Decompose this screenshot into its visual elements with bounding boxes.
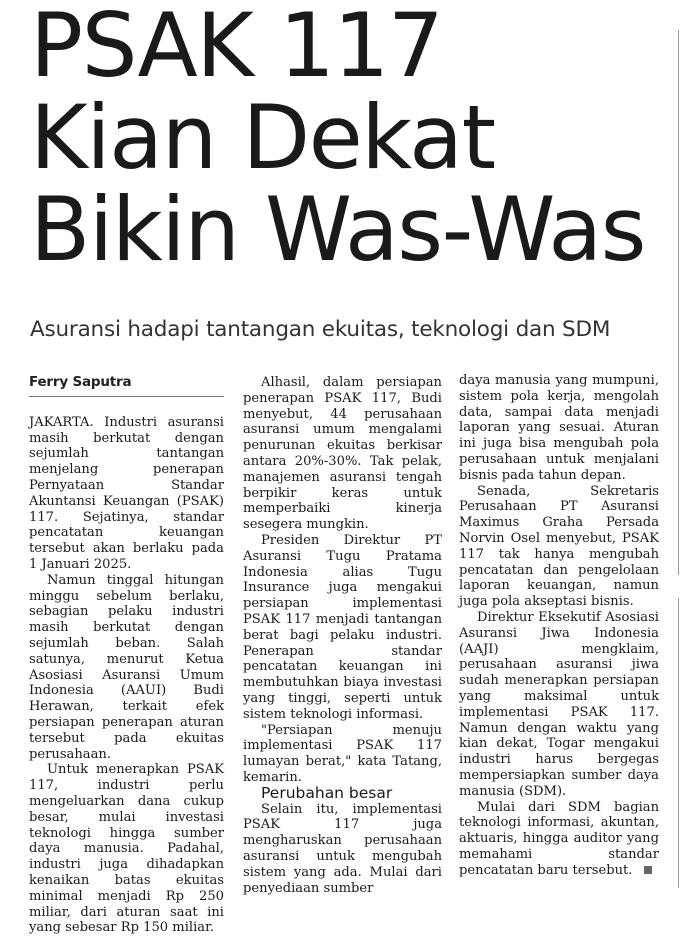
paragraph: Presiden Direktur PT Asuransi Tugu Pratama Indonesia alias Tugu Insurance juga mengakui persiapan implementasi PSAK 117 menjadi tantangan berat bagi pelaku industri. Penerapan standar pencatatan keuangan ini membutuhkan biaya investasi yang tinggi, seperti untuk sistem teknologi informasi. <box>243 532 442 722</box>
paragraph: Senada, Sekretaris Perusahaan PT Asuransi Maximus Graha Persada Norvin Osel menyebut, PSAK 117 tak hanya mengubah pencatatan dan pengelolaan laporan keuangan, namun juga pola akseptasi bisnis. <box>459 483 659 610</box>
headline-line-2: Kian Dekat <box>30 86 495 189</box>
column-3 <box>459 373 659 879</box>
paragraph: Selain itu, implementasi PSAK 117 juga mengharuskan perusahaan asuransi untuk mengubah sistem yang ada. Mulai dari penyediaan sumber <box>243 801 442 896</box>
paragraph: daya manusia yang mumpuni, sistem pola kerja, mengolah data, sampai data menjadi laporan yang sesuai. Aturan ini juga bisa mengubah pola perusahaan untuk menjalani bisnis pada tahun depan. <box>459 373 659 483</box>
subheadline: Asuransi hadapi tantangan ekuitas, teknologi dan SDM <box>30 317 611 342</box>
paragraph: Namun tinggal hitungan minggu sebelum berlaku, sebagian pelaku industri masih berkutat dengan sejumlah beban. Salah satunya, menurut Ketua Asosiasi Asuransi Umum Indonesia (AAUI) Budi Herawan, terkait efek persiapan penerapan aturan tersebut pada ekuitas perusahaan. <box>29 572 224 762</box>
byline: Ferry Saputra <box>29 375 224 397</box>
paragraph: Untuk menerapkan PSAK 117, industri perlu mengeluarkan dana cukup besar, mulai investasi teknologi hingga sumber daya manusia. Padahal, industri juga dihadapkan kenaikan batas ekuitas minimal menjadi Rp 250 miliar, dari aturan saat ini yang sebesar Rp 150 miliar. <box>29 762 224 936</box>
paragraph-last <box>459 800 659 879</box>
column-rule-top <box>678 30 679 575</box>
headline-line-3: Bikin Was-Was <box>30 178 645 281</box>
paragraph: JAKARTA. Industri asuransi masih berkutat dengan sejumlah tantangan menjelang penerapan Pernyataan Standar Akuntansi Keuangan (PSAK) 117. Sejatinya, standar pencatatan keuangan tersebut akan berlaku pada 1 Januari 2025. <box>29 414 224 572</box>
paragraph-text: Mulai dari SDM bagian teknologi informasi, akuntan, aktuaris, hingga auditor yang memahami standar pencatatan baru tersebut. <box>459 799 659 878</box>
column-2 <box>243 375 442 896</box>
headline <box>30 0 645 281</box>
column-rule-bottom <box>678 598 679 888</box>
end-mark-icon <box>644 866 652 874</box>
paragraph: Direktur Eksekutif Asosiasi Asuransi Jiwa Indonesia (AAJI) mengklaim, perusahaan asuransi jiwa sudah menerapkan persiapan yang maksimal untuk implementasi PSAK 117. Namun dengan waktu yang kian dekat, Togar mengakui industri harus bergegas mempersiapkan sumber daya manusia (SDM). <box>459 609 659 799</box>
paragraph: "Persiapan menuju implementasi PSAK 117 lumayan berat," kata Tatang, kemarin. <box>243 722 442 785</box>
column-1 <box>29 375 224 936</box>
headline-line-1: PSAK 117 <box>30 0 443 97</box>
section-heading: Perubahan besar <box>261 783 393 802</box>
paragraph: Alhasil, dalam persiapan penerapan PSAK 117, Budi menyebut, 44 perusahaan asuransi umum mengalami penurunan ekuitas berkisar antara 20%-30%. Tak pelak, manajemen asuransi tengah berpikir keras untuk memperbaiki kinerja sesegera mungkin. <box>243 375 442 533</box>
